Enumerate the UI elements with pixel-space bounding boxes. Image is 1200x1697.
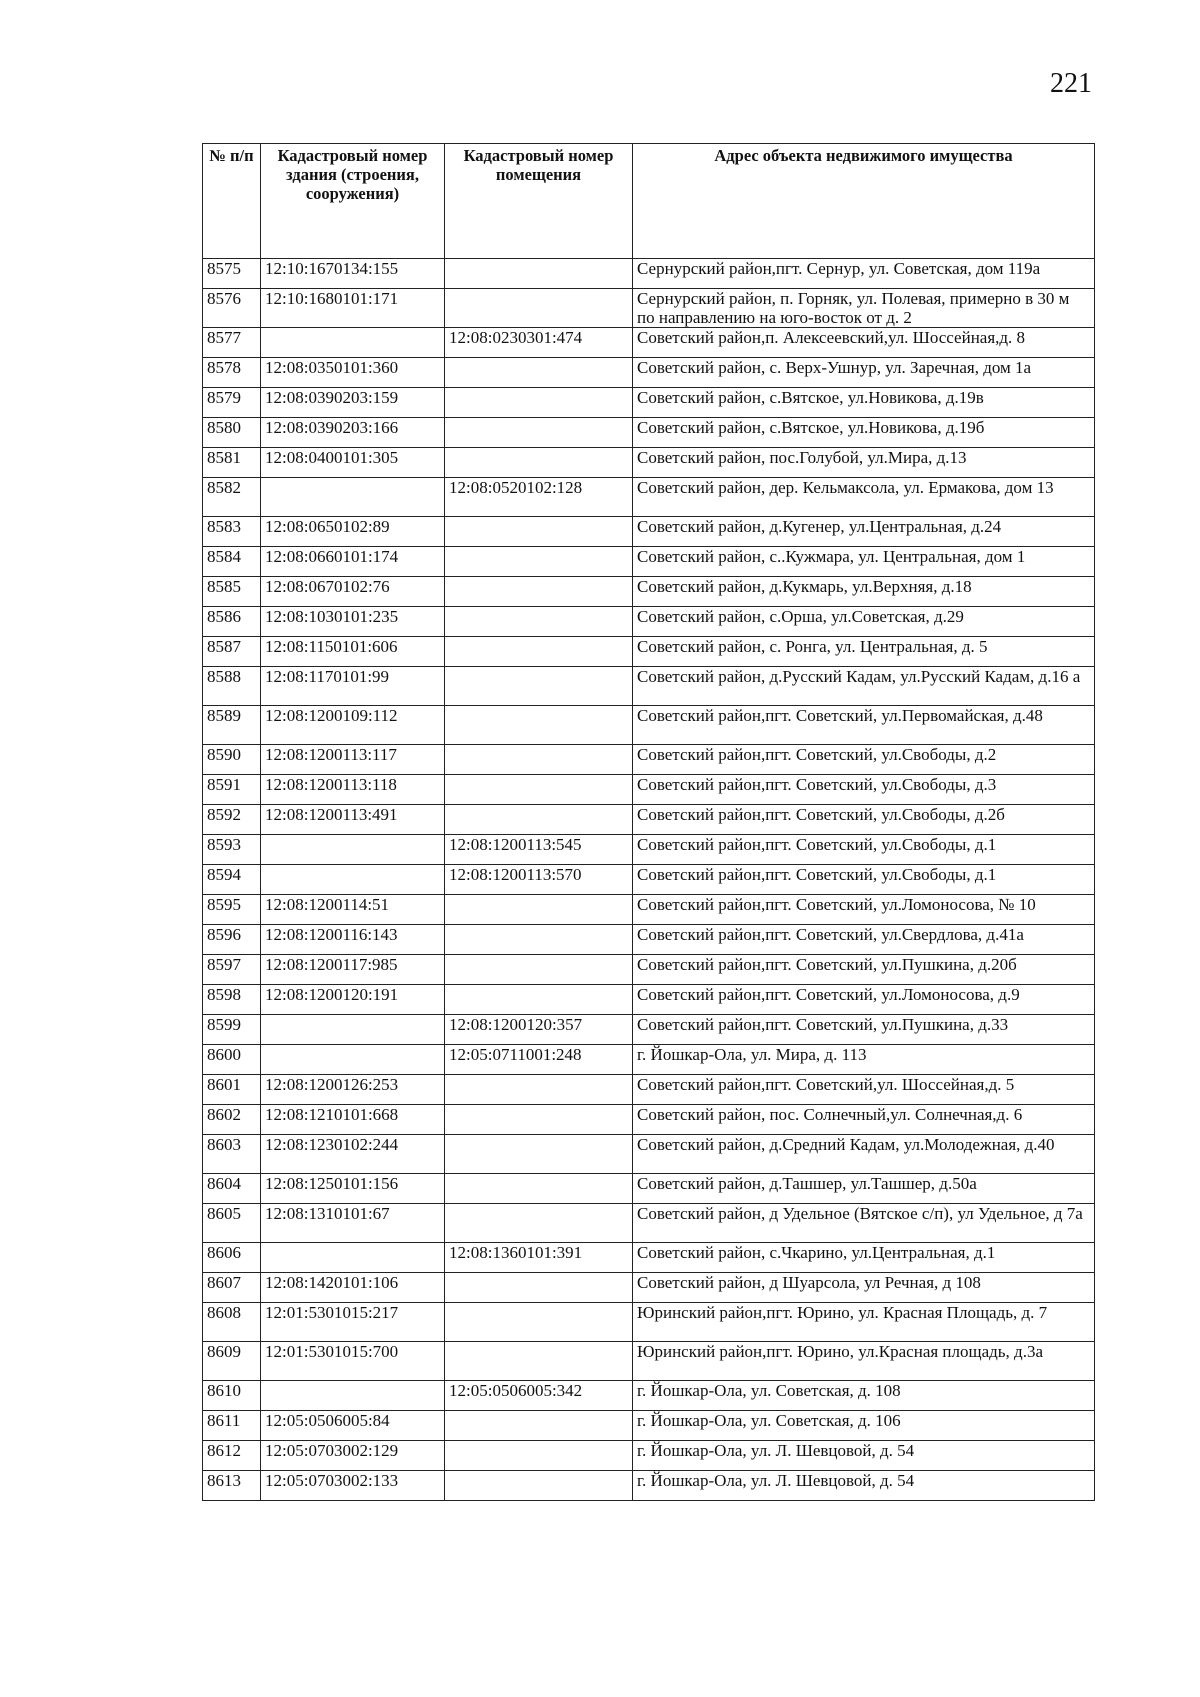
cell-num: 8596 bbox=[203, 925, 261, 955]
cell-room-cadastral bbox=[445, 1342, 633, 1381]
cell-building-cadastral: 12:08:0670102:76 bbox=[261, 577, 445, 607]
cell-address: Советский район, д.Кукмарь, ул.Верхняя, д.18 bbox=[633, 577, 1095, 607]
cell-num: 8601 bbox=[203, 1075, 261, 1105]
cell-num: 8594 bbox=[203, 865, 261, 895]
table-row bbox=[203, 1075, 1095, 1105]
cell-room-cadastral bbox=[445, 418, 633, 448]
cell-building-cadastral: 12:08:0390203:166 bbox=[261, 418, 445, 448]
cell-address: Юринский район,пгт. Юрино, ул.Красная площадь, д.3а bbox=[633, 1342, 1095, 1381]
cell-room-cadastral bbox=[445, 259, 633, 289]
cell-num: 8612 bbox=[203, 1441, 261, 1471]
cell-room-cadastral: 12:05:0506005:342 bbox=[445, 1381, 633, 1411]
cell-address: г. Йошкар-Ола, ул. Советская, д. 108 bbox=[633, 1381, 1095, 1411]
table-row bbox=[203, 328, 1095, 358]
cell-address: Советский район,пгт. Советский, ул.Свободы, д.1 bbox=[633, 835, 1095, 865]
cell-building-cadastral: 12:08:0650102:89 bbox=[261, 517, 445, 547]
table-row bbox=[203, 925, 1095, 955]
cell-building-cadastral: 12:08:1200113:491 bbox=[261, 805, 445, 835]
cell-building-cadastral bbox=[261, 1243, 445, 1273]
cell-num: 8588 bbox=[203, 667, 261, 706]
cell-room-cadastral bbox=[445, 1303, 633, 1342]
table-row bbox=[203, 865, 1095, 895]
cell-building-cadastral: 12:01:5301015:700 bbox=[261, 1342, 445, 1381]
cell-room-cadastral bbox=[445, 1135, 633, 1174]
column-header-building-cadastral: Кадастровый номер здания (строения, сооружения) bbox=[261, 144, 445, 259]
cell-num: 8598 bbox=[203, 985, 261, 1015]
cell-num: 8613 bbox=[203, 1471, 261, 1501]
cell-room-cadastral bbox=[445, 1411, 633, 1441]
table-row bbox=[203, 358, 1095, 388]
cell-address: Советский район, пос.Голубой, ул.Мира, д.13 bbox=[633, 448, 1095, 478]
cell-num: 8611 bbox=[203, 1411, 261, 1441]
cell-building-cadastral: 12:10:1670134:155 bbox=[261, 259, 445, 289]
cell-address: Советский район,пгт. Советский, ул.Ломоносова, д.9 bbox=[633, 985, 1095, 1015]
cell-address: Юринский район,пгт. Юрино, ул. Красная Площадь, д. 7 bbox=[633, 1303, 1095, 1342]
table-row bbox=[203, 1105, 1095, 1135]
cell-room-cadastral bbox=[445, 1105, 633, 1135]
table-body bbox=[203, 259, 1095, 1501]
table-row bbox=[203, 1273, 1095, 1303]
cell-room-cadastral bbox=[445, 667, 633, 706]
cell-room-cadastral bbox=[445, 805, 633, 835]
cell-num: 8592 bbox=[203, 805, 261, 835]
cell-num: 8587 bbox=[203, 637, 261, 667]
cell-num: 8607 bbox=[203, 1273, 261, 1303]
cell-room-cadastral bbox=[445, 1273, 633, 1303]
cell-building-cadastral: 12:08:1200120:191 bbox=[261, 985, 445, 1015]
table-row bbox=[203, 1342, 1095, 1381]
cell-room-cadastral: 12:08:1200113:570 bbox=[445, 865, 633, 895]
table-row bbox=[203, 259, 1095, 289]
cell-num: 8605 bbox=[203, 1204, 261, 1243]
cell-address: Советский район, с. Ронга, ул. Центральная, д. 5 bbox=[633, 637, 1095, 667]
table-row bbox=[203, 607, 1095, 637]
cell-num: 8580 bbox=[203, 418, 261, 448]
cell-building-cadastral bbox=[261, 478, 445, 517]
cell-building-cadastral: 12:08:1230102:244 bbox=[261, 1135, 445, 1174]
cell-building-cadastral: 12:05:0703002:133 bbox=[261, 1471, 445, 1501]
property-register-table bbox=[202, 143, 1095, 1501]
cell-num: 8600 bbox=[203, 1045, 261, 1075]
cell-num: 8581 bbox=[203, 448, 261, 478]
cell-room-cadastral bbox=[445, 985, 633, 1015]
cell-building-cadastral: 12:08:1200113:118 bbox=[261, 775, 445, 805]
cell-address: Советский район, д.Средний Кадам, ул.Молодежная, д.40 bbox=[633, 1135, 1095, 1174]
cell-building-cadastral: 12:08:1310101:67 bbox=[261, 1204, 445, 1243]
cell-room-cadastral bbox=[445, 577, 633, 607]
cell-building-cadastral bbox=[261, 865, 445, 895]
column-header-address: Адрес объекта недвижимого имущества bbox=[633, 144, 1095, 259]
cell-num: 8578 bbox=[203, 358, 261, 388]
cell-address: Советский район,пгт. Советский, ул.Свободы, д.2б bbox=[633, 805, 1095, 835]
cell-address: Сернурский район,пгт. Сернур, ул. Советская, дом 119а bbox=[633, 259, 1095, 289]
cell-num: 8579 bbox=[203, 388, 261, 418]
cell-num: 8575 bbox=[203, 259, 261, 289]
table-row bbox=[203, 745, 1095, 775]
cell-num: 8582 bbox=[203, 478, 261, 517]
cell-room-cadastral bbox=[445, 289, 633, 328]
cell-num: 8595 bbox=[203, 895, 261, 925]
cell-address: Советский район, д.Кугенер, ул.Центральная, д.24 bbox=[633, 517, 1095, 547]
page-number: 221 bbox=[1050, 68, 1092, 99]
table-row bbox=[203, 1174, 1095, 1204]
cell-address: Советский район, с..Кужмара, ул. Центральная, дом 1 bbox=[633, 547, 1095, 577]
cell-address: г. Йошкар-Ола, ул. Л. Шевцовой, д. 54 bbox=[633, 1441, 1095, 1471]
cell-room-cadastral bbox=[445, 358, 633, 388]
cell-address: Сернурский район, п. Горняк, ул. Полевая, примерно в 30 м по направлению на юго-восток от д. 2 bbox=[633, 289, 1095, 328]
table-header-row bbox=[203, 144, 1095, 259]
cell-room-cadastral bbox=[445, 706, 633, 745]
table-row bbox=[203, 955, 1095, 985]
cell-address: Советский район,пгт. Советский, ул.Свободы, д.1 bbox=[633, 865, 1095, 895]
cell-building-cadastral: 12:08:1200126:253 bbox=[261, 1075, 445, 1105]
cell-address: Советский район, д.Ташшер, ул.Ташшер, д.50а bbox=[633, 1174, 1095, 1204]
cell-address: Советский район, д Удельное (Вятское с/п), ул Удельное, д 7а bbox=[633, 1204, 1095, 1243]
table-row bbox=[203, 1045, 1095, 1075]
cell-num: 8608 bbox=[203, 1303, 261, 1342]
cell-room-cadastral: 12:08:0520102:128 bbox=[445, 478, 633, 517]
cell-room-cadastral bbox=[445, 1174, 633, 1204]
cell-num: 8593 bbox=[203, 835, 261, 865]
cell-building-cadastral bbox=[261, 1015, 445, 1045]
table-row bbox=[203, 1471, 1095, 1501]
table-row bbox=[203, 289, 1095, 328]
cell-num: 8589 bbox=[203, 706, 261, 745]
cell-room-cadastral bbox=[445, 388, 633, 418]
cell-room-cadastral bbox=[445, 1471, 633, 1501]
cell-building-cadastral: 12:08:0660101:174 bbox=[261, 547, 445, 577]
cell-building-cadastral bbox=[261, 1381, 445, 1411]
table-row bbox=[203, 775, 1095, 805]
cell-address: г. Йошкар-Ола, ул. Советская, д. 106 bbox=[633, 1411, 1095, 1441]
cell-building-cadastral: 12:05:0703002:129 bbox=[261, 1441, 445, 1471]
table-row bbox=[203, 1135, 1095, 1174]
cell-room-cadastral bbox=[445, 925, 633, 955]
cell-address: г. Йошкар-Ола, ул. Мира, д. 113 bbox=[633, 1045, 1095, 1075]
table-row bbox=[203, 448, 1095, 478]
table-row bbox=[203, 478, 1095, 517]
cell-building-cadastral: 12:08:1250101:156 bbox=[261, 1174, 445, 1204]
cell-room-cadastral: 12:05:0711001:248 bbox=[445, 1045, 633, 1075]
cell-address: Советский район,пгт. Советский, ул.Первомайская, д.48 bbox=[633, 706, 1095, 745]
cell-room-cadastral bbox=[445, 775, 633, 805]
cell-room-cadastral bbox=[445, 1204, 633, 1243]
cell-building-cadastral: 12:08:1200116:143 bbox=[261, 925, 445, 955]
table-row bbox=[203, 1204, 1095, 1243]
cell-room-cadastral bbox=[445, 745, 633, 775]
cell-room-cadastral bbox=[445, 1075, 633, 1105]
cell-address: Советский район,пгт. Советский,ул. Шоссейная,д. 5 bbox=[633, 1075, 1095, 1105]
table-row bbox=[203, 1015, 1095, 1045]
cell-room-cadastral bbox=[445, 607, 633, 637]
table-row bbox=[203, 895, 1095, 925]
cell-building-cadastral: 12:08:0390203:159 bbox=[261, 388, 445, 418]
cell-building-cadastral: 12:10:1680101:171 bbox=[261, 289, 445, 328]
cell-address: Советский район,пгт. Советский, ул.Пушкина, д.33 bbox=[633, 1015, 1095, 1045]
cell-address: Советский район, с. Верх-Ушнур, ул. Заречная, дом 1а bbox=[633, 358, 1095, 388]
cell-building-cadastral: 12:08:1150101:606 bbox=[261, 637, 445, 667]
cell-building-cadastral: 12:08:1210101:668 bbox=[261, 1105, 445, 1135]
cell-num: 8583 bbox=[203, 517, 261, 547]
table-row bbox=[203, 388, 1095, 418]
table-row bbox=[203, 1411, 1095, 1441]
cell-room-cadastral bbox=[445, 895, 633, 925]
cell-address: Советский район, с.Вятское, ул.Новикова, д.19б bbox=[633, 418, 1095, 448]
cell-building-cadastral bbox=[261, 1045, 445, 1075]
cell-room-cadastral: 12:08:1200113:545 bbox=[445, 835, 633, 865]
cell-num: 8584 bbox=[203, 547, 261, 577]
table-row bbox=[203, 1303, 1095, 1342]
cell-address: Советский район, д Шуарсола, ул Речная, д 108 bbox=[633, 1273, 1095, 1303]
column-header-num: № п/п bbox=[203, 144, 261, 259]
cell-num: 8577 bbox=[203, 328, 261, 358]
cell-building-cadastral bbox=[261, 835, 445, 865]
cell-building-cadastral: 12:08:1200117:985 bbox=[261, 955, 445, 985]
cell-num: 8610 bbox=[203, 1381, 261, 1411]
cell-address: Советский район,п. Алексеевский,ул. Шоссейная,д. 8 bbox=[633, 328, 1095, 358]
cell-room-cadastral bbox=[445, 448, 633, 478]
cell-room-cadastral bbox=[445, 517, 633, 547]
cell-building-cadastral: 12:08:1170101:99 bbox=[261, 667, 445, 706]
cell-building-cadastral: 12:08:1200109:112 bbox=[261, 706, 445, 745]
cell-num: 8603 bbox=[203, 1135, 261, 1174]
table-row bbox=[203, 835, 1095, 865]
cell-address: Советский район,пгт. Советский, ул.Ломоносова, № 10 bbox=[633, 895, 1095, 925]
cell-address: Советский район, д.Русский Кадам, ул.Русский Кадам, д.16 а bbox=[633, 667, 1095, 706]
cell-num: 8590 bbox=[203, 745, 261, 775]
cell-address: Советский район,пгт. Советский, ул.Свободы, д.3 bbox=[633, 775, 1095, 805]
cell-building-cadastral bbox=[261, 328, 445, 358]
cell-address: Советский район,пгт. Советский, ул.Свободы, д.2 bbox=[633, 745, 1095, 775]
cell-building-cadastral: 12:01:5301015:217 bbox=[261, 1303, 445, 1342]
cell-num: 8604 bbox=[203, 1174, 261, 1204]
cell-building-cadastral: 12:05:0506005:84 bbox=[261, 1411, 445, 1441]
cell-room-cadastral: 12:08:1200120:357 bbox=[445, 1015, 633, 1045]
cell-address: Советский район, с.Чкарино, ул.Центральная, д.1 bbox=[633, 1243, 1095, 1273]
table-row bbox=[203, 985, 1095, 1015]
cell-room-cadastral bbox=[445, 1441, 633, 1471]
cell-address: Советский район, с.Орша, ул.Советская, д.29 bbox=[633, 607, 1095, 637]
cell-room-cadastral bbox=[445, 955, 633, 985]
cell-address: Советский район, дер. Кельмаксола, ул. Ермакова, дом 13 bbox=[633, 478, 1095, 517]
cell-address: Советский район,пгт. Советский, ул.Свердлова, д.41а bbox=[633, 925, 1095, 955]
table-row bbox=[203, 577, 1095, 607]
cell-building-cadastral: 12:08:1030101:235 bbox=[261, 607, 445, 637]
cell-num: 8609 bbox=[203, 1342, 261, 1381]
table-row bbox=[203, 637, 1095, 667]
cell-num: 8597 bbox=[203, 955, 261, 985]
table-row bbox=[203, 1381, 1095, 1411]
cell-room-cadastral bbox=[445, 547, 633, 577]
cell-building-cadastral: 12:08:0350101:360 bbox=[261, 358, 445, 388]
cell-num: 8591 bbox=[203, 775, 261, 805]
cell-address: г. Йошкар-Ола, ул. Л. Шевцовой, д. 54 bbox=[633, 1471, 1095, 1501]
cell-num: 8576 bbox=[203, 289, 261, 328]
table-row bbox=[203, 418, 1095, 448]
cell-room-cadastral bbox=[445, 637, 633, 667]
cell-building-cadastral: 12:08:1420101:106 bbox=[261, 1273, 445, 1303]
cell-num: 8606 bbox=[203, 1243, 261, 1273]
column-header-room-cadastral: Кадастровый номер помещения bbox=[445, 144, 633, 259]
cell-num: 8602 bbox=[203, 1105, 261, 1135]
cell-num: 8586 bbox=[203, 607, 261, 637]
table-row bbox=[203, 1441, 1095, 1471]
table-row bbox=[203, 667, 1095, 706]
table-row bbox=[203, 547, 1095, 577]
cell-building-cadastral: 12:08:0400101:305 bbox=[261, 448, 445, 478]
cell-building-cadastral: 12:08:1200113:117 bbox=[261, 745, 445, 775]
cell-building-cadastral: 12:08:1200114:51 bbox=[261, 895, 445, 925]
table-row bbox=[203, 805, 1095, 835]
cell-address: Советский район, пос. Солнечный,ул. Солнечная,д. 6 bbox=[633, 1105, 1095, 1135]
cell-room-cadastral: 12:08:0230301:474 bbox=[445, 328, 633, 358]
table-row bbox=[203, 517, 1095, 547]
cell-address: Советский район,пгт. Советский, ул.Пушкина, д.20б bbox=[633, 955, 1095, 985]
cell-num: 8585 bbox=[203, 577, 261, 607]
cell-room-cadastral: 12:08:1360101:391 bbox=[445, 1243, 633, 1273]
cell-num: 8599 bbox=[203, 1015, 261, 1045]
cell-address: Советский район, с.Вятское, ул.Новикова, д.19в bbox=[633, 388, 1095, 418]
table-row bbox=[203, 706, 1095, 745]
table-row bbox=[203, 1243, 1095, 1273]
